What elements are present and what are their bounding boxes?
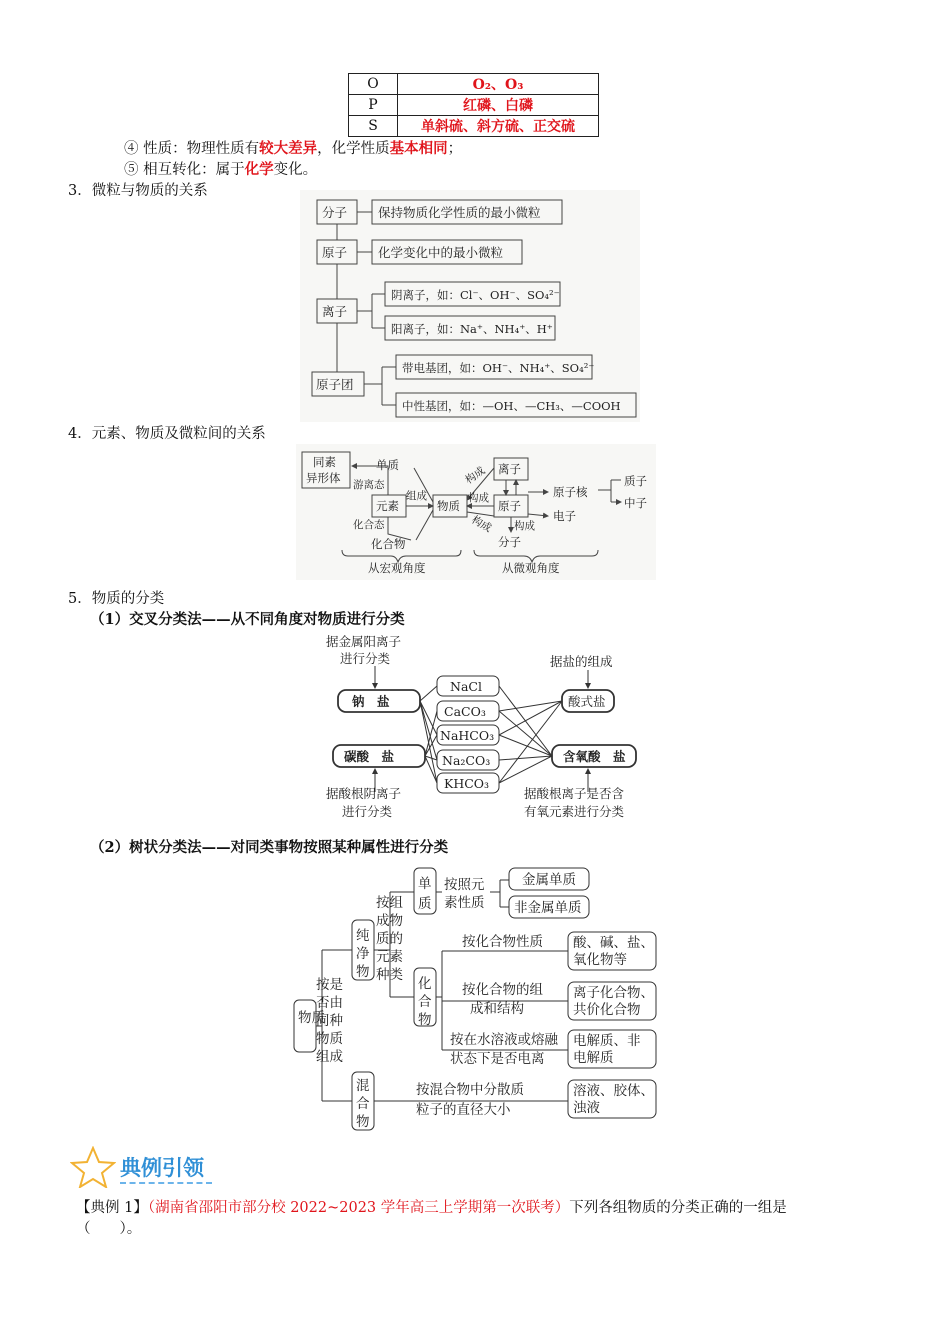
- svg-text:NaCl: NaCl: [450, 679, 482, 694]
- svg-text:合: 合: [356, 1096, 370, 1112]
- cross-classification-title: （1）交叉分类法——从不同角度对物质进行分类: [90, 611, 405, 628]
- svg-text:合: 合: [418, 994, 432, 1010]
- svg-text:阴离子，如：Cl⁻、OH⁻、SO₄²⁻: 阴离子，如：Cl⁻、OH⁻、SO₄²⁻: [391, 288, 560, 302]
- node-atomic-group: 原子团: [316, 377, 354, 392]
- svg-text:构成: 构成: [463, 464, 488, 487]
- svg-text:电解质、非: 电解质、非: [573, 1033, 641, 1049]
- node-carbonate: 碳酸 盐: [344, 749, 395, 764]
- svg-text:从微观角度: 从微观角度: [502, 561, 560, 575]
- svg-text:原子核: 原子核: [553, 485, 588, 499]
- table-row: S 单斜硫、斜方硫、正交硫: [349, 116, 599, 137]
- svg-text:元素: 元素: [376, 499, 399, 513]
- particle-diagram: [300, 190, 650, 422]
- svg-text:中性基团，如：—OH、—CH₃、—COOH: 中性基团，如：—OH、—CH₃、—COOH: [402, 399, 621, 413]
- node-oxyacid-salt: 含氧酸 盐: [563, 749, 626, 764]
- header-underline: [120, 1182, 212, 1184]
- criterion-pure-mix: [316, 976, 343, 1065]
- section-5-title: 5．物质的分类: [68, 591, 165, 607]
- svg-text:化合物: 化合物: [371, 537, 406, 551]
- svg-text:物质: 物质: [316, 1031, 343, 1047]
- svg-text:进行分类: 进行分类: [342, 804, 393, 819]
- svg-text:构成: 构成: [468, 492, 489, 504]
- svg-text:从宏观角度: 从宏观角度: [368, 561, 426, 575]
- svg-text:金属单质: 金属单质: [522, 872, 576, 888]
- svg-text:元素: 元素: [376, 949, 403, 965]
- svg-text:按是: 按是: [316, 977, 343, 993]
- element-relation-diagram: [296, 444, 656, 580]
- svg-text:非金属单质: 非金属单质: [514, 900, 582, 916]
- svg-text:电解质: 电解质: [573, 1050, 614, 1066]
- svg-text:净: 净: [356, 946, 370, 962]
- svg-text:素性质: 素性质: [444, 895, 485, 911]
- svg-text:单质: 单质: [376, 458, 399, 472]
- svg-text:质的: 质的: [376, 931, 403, 947]
- svg-text:Na₂CO₃: Na₂CO₃: [442, 753, 491, 768]
- star-icon: [70, 1146, 116, 1188]
- svg-text:电子: 电子: [553, 509, 576, 523]
- node-mixture: 混: [356, 1078, 370, 1094]
- svg-text:据酸根阴离子: 据酸根阴离子: [326, 786, 402, 801]
- svg-text:构成: 构成: [469, 513, 494, 535]
- table-row: P 红磷、白磷: [349, 95, 599, 116]
- svg-text:质: 质: [418, 896, 432, 912]
- svg-text:按化合物的组: 按化合物的组: [462, 982, 543, 998]
- tree-classification-diagram: [290, 862, 670, 1138]
- node-ion: 离子: [322, 304, 348, 319]
- svg-text:据金属阳离子: 据金属阳离子: [326, 634, 402, 649]
- svg-text:阳离子，如：Na⁺、NH₄⁺、H⁺: 阳离子，如：Na⁺、NH₄⁺、H⁺: [391, 322, 553, 336]
- svg-text:物: 物: [356, 1114, 370, 1130]
- svg-text:据酸根离子是否含: 据酸根离子是否含: [524, 786, 625, 801]
- allotrope-table: [348, 73, 599, 137]
- svg-text:浊液: 浊液: [573, 1100, 600, 1116]
- node-matter: 物质: [298, 1010, 325, 1026]
- svg-text:按照元: 按照元: [444, 877, 485, 893]
- svg-text:原子: 原子: [498, 499, 521, 513]
- example-header: 典例引领: [120, 1156, 204, 1180]
- answer-paren: （ ）。: [76, 1221, 142, 1237]
- svg-text:同种: 同种: [316, 1013, 343, 1029]
- node-molecule: 分子: [322, 205, 348, 220]
- node-single: 单: [418, 876, 432, 892]
- svg-text:物: 物: [418, 1012, 432, 1028]
- svg-text:化合态: 化合态: [353, 519, 385, 531]
- svg-text:种类: 种类: [376, 967, 403, 983]
- svg-text:成和结构: 成和结构: [470, 1001, 524, 1017]
- svg-text:有氧元素进行分类: 有氧元素进行分类: [524, 804, 625, 819]
- svg-text:组成: 组成: [316, 1049, 343, 1065]
- section-4-title: 4．元素、物质及微粒间的关系: [68, 426, 266, 442]
- node-acid-salt: 酸式盐: [568, 694, 606, 709]
- svg-text:按在水溶液或熔融: 按在水溶液或熔融: [450, 1032, 558, 1048]
- criterion-element-type: [376, 894, 403, 983]
- svg-text:化学变化中的最小微粒: 化学变化中的最小微粒: [378, 245, 504, 260]
- svg-text:溶液、胶体、: 溶液、胶体、: [573, 1083, 654, 1099]
- svg-text:CaCO₃: CaCO₃: [444, 704, 486, 719]
- svg-text:异形体: 异形体: [306, 471, 341, 485]
- table-row: O O₂、O₃: [349, 74, 599, 95]
- svg-text:氧化物等: 氧化物等: [573, 952, 627, 968]
- svg-text:进行分类: 进行分类: [340, 651, 391, 666]
- svg-text:质子: 质子: [624, 474, 647, 488]
- svg-text:按组: 按组: [376, 895, 403, 911]
- svg-text:按化合物性质: 按化合物性质: [462, 934, 543, 950]
- cross-classification-diagram: [320, 630, 660, 826]
- property-line: ④ 性质：物理性质有较大差异，化学性质基本相同；: [124, 140, 463, 157]
- node-sodium-salt: 钠 盐: [352, 694, 390, 709]
- svg-text:离子化合物、: 离子化合物、: [573, 985, 654, 1001]
- svg-text:物: 物: [356, 964, 370, 980]
- node-pure: 纯: [356, 928, 370, 944]
- svg-text:构成: 构成: [514, 520, 535, 532]
- svg-text:物质: 物质: [437, 499, 460, 513]
- svg-text:酸、碱、盐、: 酸、碱、盐、: [573, 935, 654, 951]
- svg-text:状态下是否电离: 状态下是否电离: [450, 1051, 545, 1067]
- svg-text:中子: 中子: [624, 496, 647, 510]
- svg-text:据盐的组成: 据盐的组成: [550, 654, 613, 669]
- tree-classification-title: （2）树状分类法——对同类事物按照某种属性进行分类: [90, 839, 449, 856]
- svg-text:分子: 分子: [498, 535, 521, 549]
- section-3-title: 3．微粒与物质的关系: [68, 183, 208, 199]
- svg-text:离子: 离子: [498, 462, 521, 476]
- node-atom: 原子: [322, 245, 348, 260]
- conversion-line: ⑤ 相互转化：属于化学变化。: [124, 161, 318, 178]
- svg-text:成物: 成物: [376, 913, 403, 929]
- svg-text:同素: 同素: [313, 455, 336, 469]
- svg-text:否由: 否由: [316, 995, 343, 1011]
- example-question: 【典例 1】（湖南省邵阳市部分校 2022~2023 学年高三上学期第一次联考）下列各组物质的分类正确的一组是: [76, 1200, 787, 1216]
- svg-text:保持物质化学性质的最小微粒: 保持物质化学性质的最小微粒: [378, 205, 541, 220]
- svg-text:游离态: 游离态: [353, 479, 385, 491]
- node-compound: 化: [418, 976, 432, 992]
- svg-text:带电基团，如：OH⁻、NH₄⁺、SO₄²⁻: 带电基团，如：OH⁻、NH₄⁺、SO₄²⁻: [402, 361, 595, 375]
- svg-text:NaHCO₃: NaHCO₃: [440, 728, 495, 743]
- svg-text:按混合物中分散质: 按混合物中分散质: [416, 1082, 524, 1098]
- svg-text:KHCO₃: KHCO₃: [444, 776, 490, 791]
- svg-text:共价化合物: 共价化合物: [573, 1002, 641, 1018]
- svg-text:组成: 组成: [406, 490, 427, 502]
- svg-text:粒子的直径大小: 粒子的直径大小: [416, 1102, 511, 1118]
